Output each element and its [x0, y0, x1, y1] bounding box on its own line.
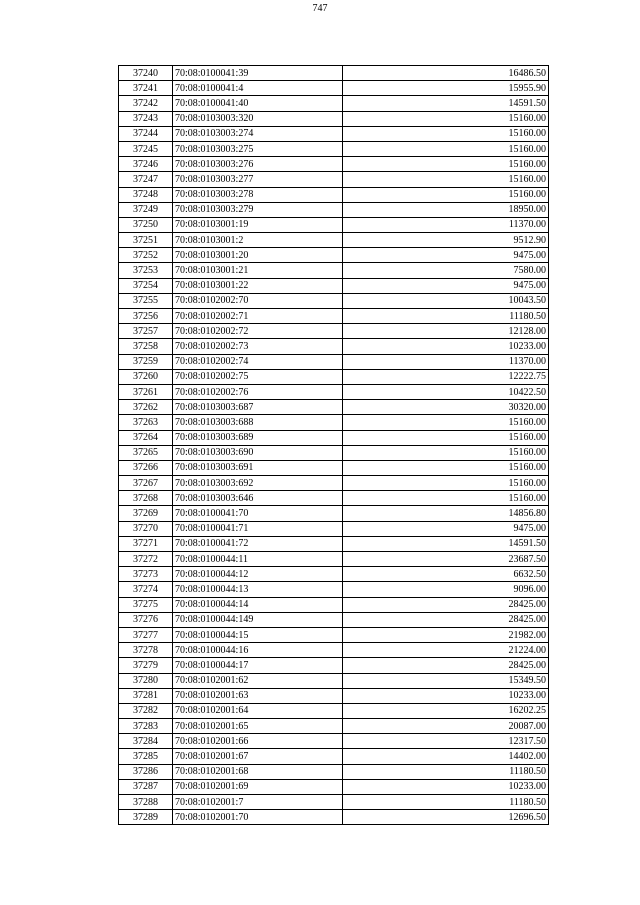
cadastral-number-cell: 70:08:0100044:149 [173, 612, 343, 627]
cadastral-number-cell: 70:08:0103003:320 [173, 111, 343, 126]
row-number-cell: 37260 [119, 369, 173, 384]
cadastral-number-cell: 70:08:0103003:687 [173, 400, 343, 415]
table-row [119, 369, 549, 384]
row-number-cell: 37240 [119, 66, 173, 81]
row-number-cell: 37267 [119, 476, 173, 491]
row-number-cell: 37263 [119, 415, 173, 430]
value-cell: 23687.50 [343, 552, 549, 567]
row-number-cell: 37289 [119, 810, 173, 825]
table-row [119, 476, 549, 491]
cadastral-number-cell: 70:08:0102001:68 [173, 764, 343, 779]
row-number-cell: 37257 [119, 324, 173, 339]
value-cell: 14402.00 [343, 749, 549, 764]
cadastral-number-cell: 70:08:0102001:65 [173, 719, 343, 734]
table-row [119, 278, 549, 293]
table-row [119, 339, 549, 354]
row-number-cell: 37271 [119, 536, 173, 551]
row-number-cell: 37246 [119, 157, 173, 172]
value-cell: 12317.50 [343, 734, 549, 749]
cadastral-number-cell: 70:08:0103003:689 [173, 430, 343, 445]
value-cell: 12696.50 [343, 810, 549, 825]
table-row [119, 764, 549, 779]
table-row [119, 703, 549, 718]
row-number-cell: 37242 [119, 96, 173, 111]
row-number-cell: 37274 [119, 582, 173, 597]
value-cell: 9096.00 [343, 582, 549, 597]
table-row [119, 263, 549, 278]
value-cell: 11370.00 [343, 217, 549, 232]
cadastral-number-cell: 70:08:0102002:73 [173, 339, 343, 354]
value-cell: 7580.00 [343, 263, 549, 278]
value-cell: 10043.50 [343, 293, 549, 308]
row-number-cell: 37272 [119, 552, 173, 567]
row-number-cell: 37268 [119, 491, 173, 506]
row-number-cell: 37270 [119, 521, 173, 536]
value-cell: 11370.00 [343, 354, 549, 369]
cadastral-number-cell: 70:08:0103003:692 [173, 476, 343, 491]
value-cell: 15160.00 [343, 157, 549, 172]
cadastral-number-cell: 70:08:0102002:74 [173, 354, 343, 369]
table-row [119, 111, 549, 126]
cadastral-number-cell: 70:08:0103003:646 [173, 491, 343, 506]
row-number-cell: 37269 [119, 506, 173, 521]
table-row [119, 354, 549, 369]
value-cell: 14591.50 [343, 536, 549, 551]
row-number-cell: 37264 [119, 430, 173, 445]
table-row [119, 324, 549, 339]
row-number-cell: 37251 [119, 233, 173, 248]
cadastral-number-cell: 70:08:0102002:76 [173, 384, 343, 399]
cadastral-number-cell: 70:08:0103001:20 [173, 248, 343, 263]
value-cell: 9475.00 [343, 248, 549, 263]
table-row [119, 445, 549, 460]
value-cell: 15160.00 [343, 491, 549, 506]
value-cell: 11180.50 [343, 764, 549, 779]
cadastral-number-cell: 70:08:0100041:71 [173, 521, 343, 536]
value-cell: 28425.00 [343, 597, 549, 612]
row-number-cell: 37253 [119, 263, 173, 278]
value-cell: 14856.80 [343, 506, 549, 521]
table-row [119, 597, 549, 612]
value-cell: 11180.50 [343, 309, 549, 324]
cadastral-number-cell: 70:08:0100041:4 [173, 81, 343, 96]
table-row [119, 673, 549, 688]
row-number-cell: 37250 [119, 217, 173, 232]
cadastral-number-cell: 70:08:0100041:72 [173, 536, 343, 551]
row-number-cell: 37266 [119, 460, 173, 475]
table-row [119, 795, 549, 810]
cadastral-number-cell: 70:08:0102001:69 [173, 779, 343, 794]
value-cell: 10233.00 [343, 688, 549, 703]
value-cell: 14591.50 [343, 96, 549, 111]
row-number-cell: 37255 [119, 293, 173, 308]
value-cell: 10422.50 [343, 384, 549, 399]
table-row [119, 810, 549, 825]
row-number-cell: 37281 [119, 688, 173, 703]
table-row [119, 384, 549, 399]
cadastral-number-cell: 70:08:0103003:275 [173, 141, 343, 156]
value-cell: 15160.00 [343, 141, 549, 156]
value-cell: 12128.00 [343, 324, 549, 339]
row-number-cell: 37275 [119, 597, 173, 612]
cadastral-number-cell: 70:08:0102002:71 [173, 309, 343, 324]
table-row [119, 491, 549, 506]
table-row [119, 202, 549, 217]
cadastral-number-cell: 70:08:0100041:39 [173, 66, 343, 81]
cadastral-number-cell: 70:08:0100041:70 [173, 506, 343, 521]
value-cell: 11180.50 [343, 795, 549, 810]
table-row [119, 96, 549, 111]
cadastral-number-cell: 70:08:0102001:67 [173, 749, 343, 764]
table-row [119, 81, 549, 96]
cadastral-number-cell: 70:08:0100044:17 [173, 658, 343, 673]
cadastral-number-cell: 70:08:0103001:19 [173, 217, 343, 232]
cadastral-number-cell: 70:08:0100044:13 [173, 582, 343, 597]
row-number-cell: 37247 [119, 172, 173, 187]
cadastral-number-cell: 70:08:0103001:21 [173, 263, 343, 278]
table-row [119, 643, 549, 658]
value-cell: 21982.00 [343, 627, 549, 642]
table-row [119, 430, 549, 445]
row-number-cell: 37245 [119, 141, 173, 156]
value-cell: 15160.00 [343, 111, 549, 126]
row-number-cell: 37262 [119, 400, 173, 415]
table-row [119, 217, 549, 232]
table-row [119, 157, 549, 172]
table-row [119, 688, 549, 703]
table-row [119, 749, 549, 764]
cadastral-number-cell: 70:08:0103003:277 [173, 172, 343, 187]
value-cell: 15160.00 [343, 460, 549, 475]
cadastral-number-cell: 70:08:0102001:63 [173, 688, 343, 703]
row-number-cell: 37282 [119, 703, 173, 718]
cadastral-number-cell: 70:08:0100044:11 [173, 552, 343, 567]
value-cell: 15160.00 [343, 172, 549, 187]
value-cell: 15160.00 [343, 126, 549, 141]
row-number-cell: 37277 [119, 627, 173, 642]
value-cell: 15349.50 [343, 673, 549, 688]
table-row [119, 506, 549, 521]
cadastral-number-cell: 70:08:0103003:279 [173, 202, 343, 217]
table-row [119, 126, 549, 141]
row-number-cell: 37287 [119, 779, 173, 794]
value-cell: 28425.00 [343, 658, 549, 673]
row-number-cell: 37254 [119, 278, 173, 293]
value-cell: 15160.00 [343, 187, 549, 202]
table-row [119, 309, 549, 324]
cadastral-number-cell: 70:08:0103003:274 [173, 126, 343, 141]
cadastral-number-cell: 70:08:0102002:72 [173, 324, 343, 339]
row-number-cell: 37286 [119, 764, 173, 779]
row-number-cell: 37276 [119, 612, 173, 627]
table-row [119, 536, 549, 551]
table-row [119, 293, 549, 308]
table-row [119, 141, 549, 156]
row-number-cell: 37280 [119, 673, 173, 688]
row-number-cell: 37288 [119, 795, 173, 810]
value-cell: 16202.25 [343, 703, 549, 718]
value-cell: 18950.00 [343, 202, 549, 217]
value-cell: 28425.00 [343, 612, 549, 627]
table-row [119, 612, 549, 627]
cadastral-number-cell: 70:08:0100041:40 [173, 96, 343, 111]
value-cell: 15160.00 [343, 476, 549, 491]
cadastral-number-cell: 70:08:0100044:14 [173, 597, 343, 612]
value-cell: 15160.00 [343, 415, 549, 430]
row-number-cell: 37256 [119, 309, 173, 324]
value-cell: 9475.00 [343, 278, 549, 293]
value-cell: 21224.00 [343, 643, 549, 658]
table-row [119, 552, 549, 567]
cadastral-number-cell: 70:08:0103001:2 [173, 233, 343, 248]
row-number-cell: 37278 [119, 643, 173, 658]
cadastral-number-cell: 70:08:0103003:690 [173, 445, 343, 460]
value-cell: 10233.00 [343, 339, 549, 354]
cadastral-number-cell: 70:08:0100044:12 [173, 567, 343, 582]
value-cell: 15160.00 [343, 430, 549, 445]
row-number-cell: 37279 [119, 658, 173, 673]
row-number-cell: 37248 [119, 187, 173, 202]
cadastral-number-cell: 70:08:0103003:691 [173, 460, 343, 475]
cadastral-number-cell: 70:08:0103003:688 [173, 415, 343, 430]
value-cell: 15955.90 [343, 81, 549, 96]
value-cell: 15160.00 [343, 445, 549, 460]
value-cell: 30320.00 [343, 400, 549, 415]
row-number-cell: 37265 [119, 445, 173, 460]
cadastral-number-cell: 70:08:0103003:278 [173, 187, 343, 202]
value-cell: 10233.00 [343, 779, 549, 794]
registry-table [118, 65, 549, 825]
row-number-cell: 37273 [119, 567, 173, 582]
table-row [119, 567, 549, 582]
table-row [119, 233, 549, 248]
row-number-cell: 37244 [119, 126, 173, 141]
table-row [119, 658, 549, 673]
row-number-cell: 37259 [119, 354, 173, 369]
row-number-cell: 37284 [119, 734, 173, 749]
cadastral-number-cell: 70:08:0102001:66 [173, 734, 343, 749]
table-row [119, 734, 549, 749]
row-number-cell: 37285 [119, 749, 173, 764]
cadastral-number-cell: 70:08:0102001:7 [173, 795, 343, 810]
table-row [119, 187, 549, 202]
cadastral-number-cell: 70:08:0103003:276 [173, 157, 343, 172]
cadastral-number-cell: 70:08:0103001:22 [173, 278, 343, 293]
cadastral-number-cell: 70:08:0102001:70 [173, 810, 343, 825]
value-cell: 6632.50 [343, 567, 549, 582]
table-row [119, 415, 549, 430]
table-row [119, 779, 549, 794]
table-row [119, 719, 549, 734]
table-row [119, 248, 549, 263]
table-row [119, 66, 549, 81]
table-row [119, 460, 549, 475]
value-cell: 12222.75 [343, 369, 549, 384]
row-number-cell: 37261 [119, 384, 173, 399]
registry-table-body [119, 66, 549, 825]
value-cell: 16486.50 [343, 66, 549, 81]
row-number-cell: 37243 [119, 111, 173, 126]
row-number-cell: 37283 [119, 719, 173, 734]
row-number-cell: 37249 [119, 202, 173, 217]
cadastral-number-cell: 70:08:0100044:15 [173, 627, 343, 642]
value-cell: 9512.90 [343, 233, 549, 248]
cadastral-number-cell: 70:08:0100044:16 [173, 643, 343, 658]
cadastral-number-cell: 70:08:0102001:62 [173, 673, 343, 688]
value-cell: 9475.00 [343, 521, 549, 536]
table-row [119, 627, 549, 642]
row-number-cell: 37252 [119, 248, 173, 263]
value-cell: 20087.00 [343, 719, 549, 734]
page-number: 747 [312, 3, 328, 14]
table-row [119, 582, 549, 597]
cadastral-number-cell: 70:08:0102001:64 [173, 703, 343, 718]
cadastral-number-cell: 70:08:0102002:70 [173, 293, 343, 308]
row-number-cell: 37258 [119, 339, 173, 354]
table-row [119, 521, 549, 536]
table-row [119, 172, 549, 187]
row-number-cell: 37241 [119, 81, 173, 96]
cadastral-number-cell: 70:08:0102002:75 [173, 369, 343, 384]
table-row [119, 400, 549, 415]
